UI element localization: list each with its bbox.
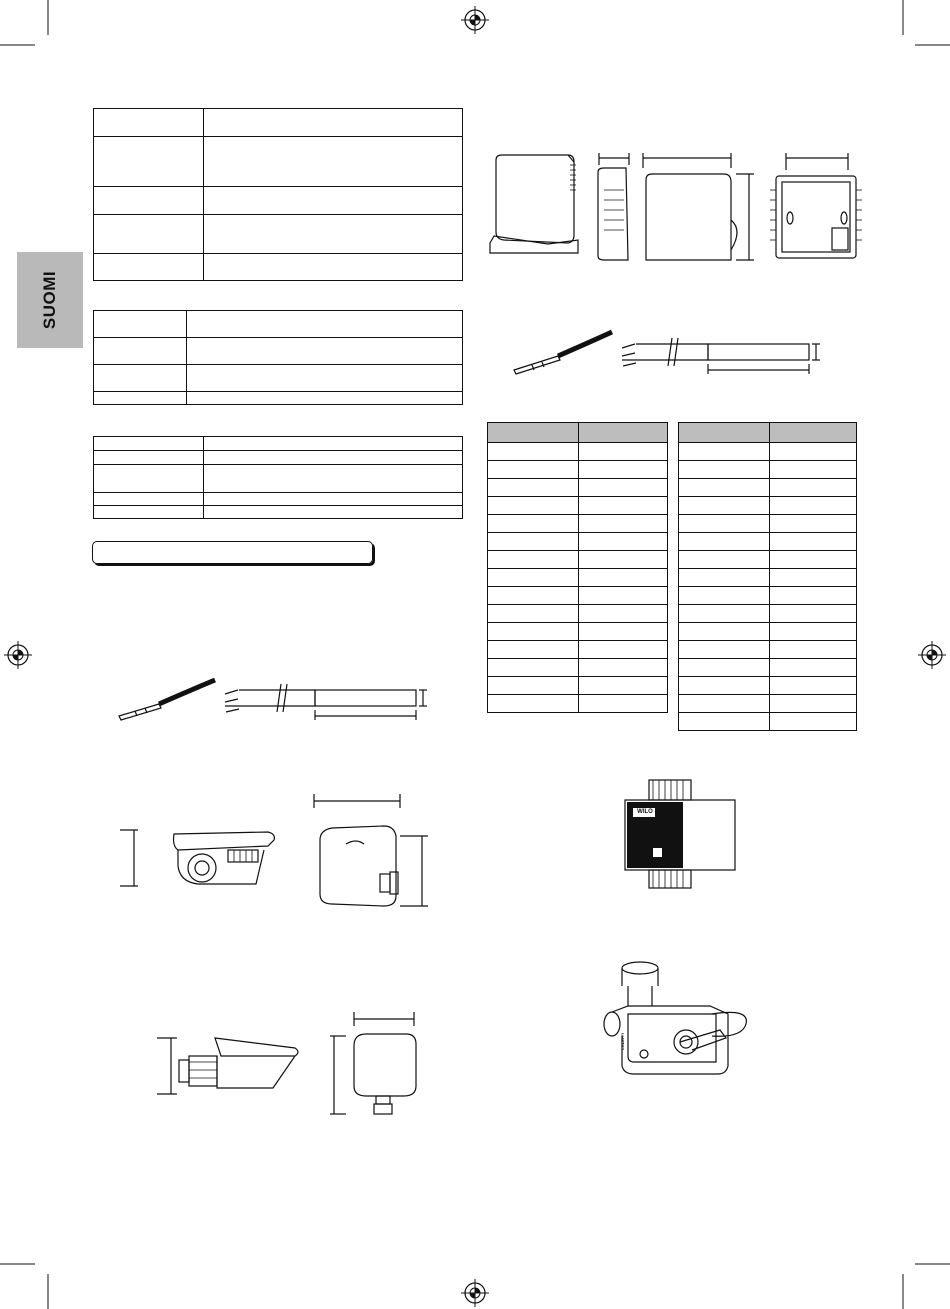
table-cell	[579, 587, 668, 605]
table-cell	[204, 109, 463, 137]
table-cell	[94, 392, 187, 405]
table-cell	[679, 623, 770, 641]
table-cell	[770, 641, 857, 659]
outdoor-sensor-front	[310, 792, 440, 912]
registration-mark-bottom	[460, 1278, 490, 1308]
table-cell	[488, 569, 579, 587]
table-cell	[204, 137, 463, 187]
table-cell	[204, 254, 463, 281]
table-cell	[94, 365, 187, 392]
table-cell	[579, 623, 668, 641]
table-cell	[579, 677, 668, 695]
table-cell	[488, 623, 579, 641]
table-cell	[770, 677, 857, 695]
pump-drawing	[615, 778, 745, 898]
table-cell	[204, 437, 463, 451]
table-cell	[94, 506, 204, 519]
table-cell	[204, 465, 463, 493]
table-cell	[579, 695, 668, 713]
table-cell	[770, 623, 857, 641]
table-header-cell	[679, 423, 770, 443]
registration-mark-right	[917, 640, 947, 670]
table-cell	[679, 605, 770, 623]
table-cell	[770, 533, 857, 551]
table-cell	[488, 641, 579, 659]
table-cell	[94, 465, 204, 493]
registration-mark-left	[3, 640, 33, 670]
table-cell	[770, 515, 857, 533]
pump-brand-label: WILO	[637, 809, 653, 815]
table-cell	[94, 311, 187, 338]
table-cell	[679, 461, 770, 479]
table-cell	[579, 641, 668, 659]
table-header-cell	[579, 423, 668, 443]
table-cell	[488, 587, 579, 605]
table-cell	[94, 137, 204, 187]
table-cell	[679, 533, 770, 551]
table-cell	[679, 695, 770, 713]
language-tab-label: SUOMI	[40, 270, 59, 330]
table-cell	[94, 109, 204, 137]
table-cell	[488, 659, 579, 677]
table-cell	[204, 506, 463, 519]
table-cell	[579, 443, 668, 461]
room-thermostat-views	[488, 150, 868, 270]
valve-brand-label: CALEFFI	[620, 1033, 625, 1050]
table-header-cell	[770, 423, 857, 443]
section-heading-box	[92, 541, 373, 564]
table-cell	[94, 187, 204, 215]
table-cell	[488, 551, 579, 569]
table-cell	[679, 713, 770, 731]
table-cell	[770, 695, 857, 713]
table-cell	[679, 479, 770, 497]
table-cell	[679, 515, 770, 533]
spec-table-1	[93, 108, 463, 281]
table-cell	[488, 677, 579, 695]
table-cell	[579, 569, 668, 587]
table-cell	[187, 311, 463, 338]
table-cell	[204, 451, 463, 465]
table-cell	[488, 605, 579, 623]
table-cell	[488, 515, 579, 533]
sensor-table-left	[487, 422, 668, 713]
table-cell	[679, 677, 770, 695]
table-cell	[770, 461, 857, 479]
table-cell	[488, 533, 579, 551]
table-cell	[579, 515, 668, 533]
table-cell	[94, 493, 204, 506]
table-cell	[187, 365, 463, 392]
table-cell	[579, 551, 668, 569]
table-cell	[679, 659, 770, 677]
table-cell	[579, 497, 668, 515]
table-cell	[770, 605, 857, 623]
table-cell	[770, 479, 857, 497]
immersion-sensor-top	[510, 326, 830, 376]
table-cell	[579, 461, 668, 479]
table-cell	[488, 695, 579, 713]
table-cell	[770, 587, 857, 605]
table-cell	[488, 479, 579, 497]
table-cell	[204, 215, 463, 254]
table-cell	[679, 443, 770, 461]
table-cell	[579, 659, 668, 677]
table-cell	[579, 605, 668, 623]
table-cell	[94, 215, 204, 254]
table-cell	[770, 497, 857, 515]
flow-sensor-front	[326, 1010, 436, 1120]
immersion-sensor-bottom	[115, 674, 435, 724]
sensor-table-right	[678, 422, 857, 731]
table-cell	[204, 187, 463, 215]
table-cell	[679, 587, 770, 605]
table-cell	[94, 254, 204, 281]
table-cell	[204, 493, 463, 506]
table-cell	[679, 551, 770, 569]
table-cell	[488, 443, 579, 461]
table-header-cell	[488, 423, 579, 443]
table-cell	[187, 392, 463, 405]
flow-sensor-side	[155, 1032, 315, 1102]
language-tab	[17, 252, 83, 348]
mixing-valve-drawing	[600, 958, 750, 1088]
spec-table-3	[93, 436, 463, 519]
table-cell	[579, 533, 668, 551]
registration-mark-top	[460, 5, 490, 35]
spec-table-2	[93, 310, 463, 405]
table-cell	[94, 338, 187, 365]
table-cell	[187, 338, 463, 365]
table-cell	[770, 551, 857, 569]
table-cell	[770, 659, 857, 677]
table-cell	[94, 451, 204, 465]
table-cell	[579, 479, 668, 497]
table-cell	[770, 569, 857, 587]
table-cell	[770, 443, 857, 461]
table-cell	[488, 497, 579, 515]
table-cell	[679, 569, 770, 587]
table-cell	[488, 461, 579, 479]
outdoor-sensor-side	[118, 826, 278, 896]
table-cell	[770, 713, 857, 731]
table-cell	[94, 437, 204, 451]
table-cell	[679, 497, 770, 515]
table-cell	[679, 641, 770, 659]
